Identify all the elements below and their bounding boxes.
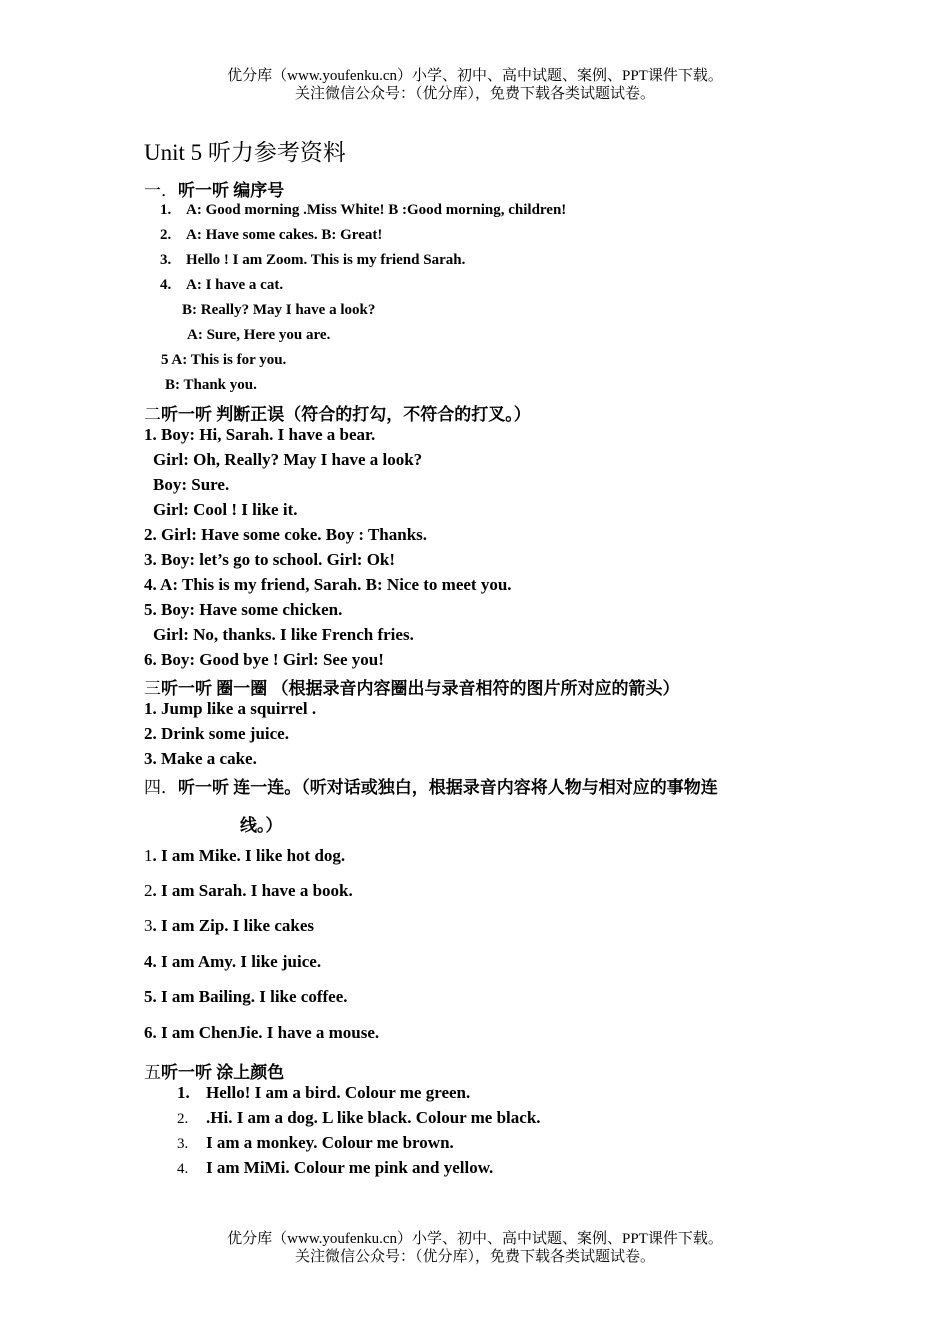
section2-line-3: Boy: Sure. [153,475,230,494]
section2-title: 听一听 判断正误（符合的打勾，不符合的打叉。） [161,405,531,424]
header-banner-line2: 关注微信公众号：（优分库），免费下载各类试题试卷。 [294,86,655,102]
section1-heading [144,176,284,201]
section1-title: 听一听 编序号 [178,181,285,200]
section4-heading-continued: 线。） [240,816,283,835]
section5-item-1: 1. Hello! I am a bird. Colour me green. [177,1083,471,1102]
section2-line-4: Girl: Cool ! I like it. [153,500,298,519]
section1-item-3: 3. Hello ! I am Zoom. This is my friend Sarah. [160,252,466,268]
section2-line-10: 6. Boy: Good bye ! Girl: See you! [144,650,384,669]
section2-heading [144,400,531,425]
section2-line-9: Girl: No, thanks. I like French fries. [153,625,414,644]
section5-title: 听一听 涂上颜色 [161,1063,285,1082]
section2-line-7: 4. A: This is my friend, Sarah. B: Nice to meet you. [144,575,512,594]
document-title: Unit 5 听力参考资料 [144,140,346,165]
section5-prefix: 五 [144,1063,161,1082]
section2-prefix: 二 [144,405,161,424]
section4-item-6: 6. I am ChenJie. I have a mouse. [144,1023,380,1042]
section2-line-2: Girl: Oh, Really? May I have a look? [153,450,423,469]
footer-banner-line1: 优分库（www.youfenku.cn）小学、初中、高中试题、案例、PPT课件下载。 [227,1231,723,1247]
section4-item-2: 2. I am Sarah. I have a book. [144,881,353,900]
section5-item-3: 3. I am a monkey. Colour me brown. [177,1133,454,1152]
section1-prefix: 一． [144,181,178,200]
footer-banner-line2: 关注微信公众号：（优分库），免费下载各类试题试卷。 [294,1249,655,1265]
section2-line-8: 5. Boy: Have some chicken. [144,600,343,619]
section3-prefix: 三 [144,679,161,698]
section2-line-1: 1. Boy: Hi, Sarah. I have a bear. [144,425,376,444]
section5-item-2: 2. .Hi. I am a dog. L like black. Colour me black. [177,1108,541,1127]
section3-line-2: 2. Drink some juice. [144,724,289,743]
section4-item-3: 3. I am Zip. I like cakes [144,916,315,935]
header-banner-line1: 优分库（www.youfenku.cn）小学、初中、高中试题、案例、PPT课件下载。 [227,68,723,84]
section3-line-1: 1. Jump like a squirrel . [144,699,317,718]
section1-item-4b: B: Really? May I have a look? [182,302,376,318]
section1-item-2: 2. A: Have some cakes. B: Great! [160,227,383,243]
section4-item-1: 1. I am Mike. I like hot dog. [144,846,346,865]
section4-prefix: 四． [144,778,178,797]
section5-item-4: 4. I am MiMi. Colour me pink and yellow. [177,1158,494,1177]
section2-line-6: 3. Boy: let’s go to school. Girl: Ok! [144,550,396,569]
section1-item-4c: A: Sure, Here you are. [187,327,331,343]
section4-heading [144,773,718,798]
section1-item-1: 1. A: Good morning .Miss White! B :Good morning, children! [160,202,567,218]
section2-line-5: 2. Girl: Have some coke. Boy : Thanks. [144,525,428,544]
section1-item-4: 4. A: I have a cat. [160,277,284,293]
section4-item-4: 4. I am Amy. I like juice. [144,952,322,971]
section4-title: 听一听 连一连。（听对话或独白，根据录音内容将人物与相对应的事物连 [178,778,718,797]
section5-heading [144,1058,284,1083]
section1-item-5a: 5 A: This is for you. [161,352,287,368]
section3-title: 听一听 圈一圈 （根据录音内容圈出与录音相符的图片所对应的箭头） [161,679,680,698]
section1-item-5b: B: Thank you. [165,377,257,393]
section3-heading [144,674,680,699]
section3-line-3: 3. Make a cake. [144,749,257,768]
section4-item-5: 5. I am Bailing. I like coffee. [144,987,348,1006]
